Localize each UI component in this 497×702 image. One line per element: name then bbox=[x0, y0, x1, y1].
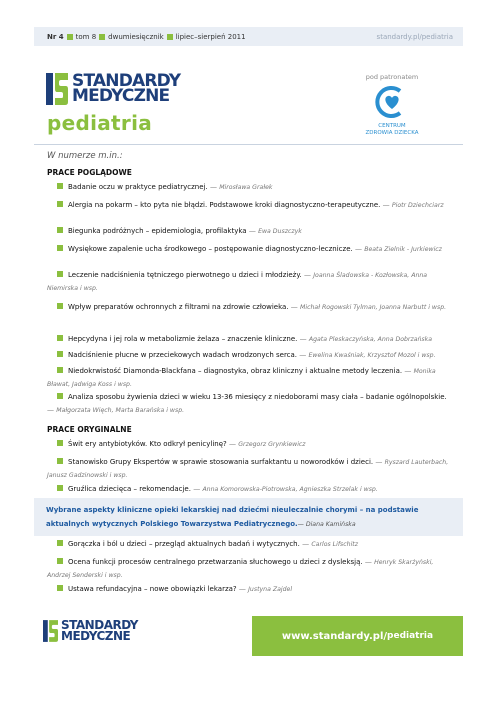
list-item[interactable]: Leczenie nadciśnienia tętniczego pierwotnego u dzieci i młodzieży. — Joanna Śladowska - Kozłowska, Anna Niemirska i wsp. bbox=[47, 271, 428, 292]
bullet-square-icon bbox=[57, 335, 63, 341]
bullet-square-icon bbox=[57, 585, 63, 591]
list-item[interactable]: Biegunka podróżnych – epidemiologia, profilaktyka — Ewa Duszczyk bbox=[47, 225, 453, 238]
volume: tom 8 bbox=[75, 32, 97, 41]
issue-date: lipiec–sierpień 2011 bbox=[175, 32, 246, 41]
list-item[interactable]: Gorączka i ból u dzieci – przegląd aktualnych badań i wytycznych. — Carlos Lifschitz bbox=[47, 538, 453, 551]
bullet-square-icon bbox=[57, 440, 63, 446]
list-item[interactable]: Świt ery antybiotyków. Kto odkrył penicylinę? — Grzegorz Grynkiewicz bbox=[47, 438, 453, 451]
logo-mark-icon bbox=[46, 73, 68, 105]
bullet-square-icon bbox=[57, 540, 63, 546]
journal-title: pediatria bbox=[47, 111, 153, 135]
list-item[interactable]: Badanie oczu w praktyce pediatrycznej. — Mirosława Grałek bbox=[47, 181, 453, 194]
list-item[interactable]: Ustawa refundacyjna – nowe obowiązki lekarza? — Justyna Zajdel bbox=[47, 583, 453, 596]
header-bar bbox=[34, 27, 463, 46]
patron-block bbox=[352, 73, 432, 137]
patron-name-line1: CENTRUM bbox=[378, 123, 406, 129]
footer-logo-text-standardy: STANDARDY bbox=[61, 618, 138, 632]
divider bbox=[34, 144, 463, 145]
frequency: dwumiesięcznik bbox=[108, 32, 164, 41]
patron-label: pod patronatem bbox=[365, 73, 419, 81]
bullet-square-icon bbox=[57, 351, 63, 357]
issue-number: Nr 4 bbox=[47, 32, 64, 41]
bullet-square-icon bbox=[99, 34, 105, 40]
logo-mark-icon bbox=[43, 620, 58, 642]
bullet-square-icon bbox=[57, 245, 63, 251]
bullet-square-icon bbox=[57, 201, 63, 207]
list-item[interactable]: Wysiękowe zapalenie ucha środkowego – postępowanie diagnostyczno-lecznicze. — Beata Zielnik - Jurkiewicz bbox=[47, 243, 453, 256]
czd-heart-logo-icon bbox=[372, 85, 412, 119]
bullet-square-icon bbox=[67, 34, 73, 40]
list-item[interactable]: Nadciśnienie płucne w przeciekowych wadach wrodzonych serca. — Ewelina Kwaśniak, Krzysztof Mozol i wsp. bbox=[47, 349, 453, 362]
section-title-review: PRACE POGLĄDOWE bbox=[47, 168, 132, 177]
footer-logo bbox=[43, 620, 138, 642]
bullet-square-icon bbox=[57, 458, 63, 464]
patron-name-line2: ZDROWIA DZIECKA bbox=[365, 130, 419, 136]
bullet-square-icon bbox=[57, 393, 63, 399]
highlight-article[interactable]: Wybrane aspekty kliniczne opieki lekarskiej nad dziećmi nieuleczalnie chorymi – na podstawie aktualnych wytycznych Polskiego Towarzystwa Pediatrycznego.— Diana Kamińska bbox=[34, 498, 463, 536]
logo-text-standardy: STANDARDY bbox=[72, 71, 181, 91]
list-item[interactable]: Analiza sposobu żywienia dzieci w wieku 13-36 miesięcy z niedoborami masy ciała – badanie ogólnopolskie. — Małgorzata Więch, Marta Barańska i wsp. bbox=[47, 393, 447, 414]
footer-url-link[interactable] bbox=[252, 616, 463, 656]
bullet-square-icon bbox=[57, 367, 63, 373]
bullet-square-icon bbox=[57, 271, 63, 277]
list-item[interactable]: Ocena funkcji procesów centralnego przetwarzania słuchowego u dzieci z dysleksją. — Henryk Skarżyński, Andrzej Senderski i wsp. bbox=[47, 558, 434, 579]
bullet-square-icon bbox=[57, 303, 63, 309]
bullet-square-icon bbox=[57, 558, 63, 564]
bullet-square-icon bbox=[57, 485, 63, 491]
bullet-square-icon bbox=[57, 183, 63, 189]
header-url-link[interactable]: standardy.pl/pediatria bbox=[376, 32, 453, 41]
list-item[interactable]: Wpływ preparatów ochronnych z filtrami na zdrowie człowieka. — Michał Rogowski Tylman, Joanna Narbutt i wsp. bbox=[47, 301, 453, 314]
brand-logo bbox=[46, 73, 180, 105]
highlight-authors: Diana Kamińska bbox=[305, 521, 356, 528]
list-item[interactable]: Stanowisko Grupy Ekspertów w sprawie stosowania surfaktantu u noworodków i dzieci. — Ryszard Lauterbach, Janusz Gadzinowski i wsp. bbox=[47, 458, 449, 479]
footer-logo-text-medyczne: MEDYCZNE bbox=[61, 629, 131, 643]
footer-url-sub: pediatria bbox=[387, 631, 434, 641]
logo-text-medyczne: MEDYCZNE bbox=[72, 86, 170, 106]
list-item[interactable]: Niedokrwistość Diamonda-Blackfana – diagnostyka, obraz kliniczny i aktualne metody leczenia. — Monika Bławat, Jadwiga Koss i wsp. bbox=[47, 367, 436, 388]
footer-url-main: www.standardy.pl/ bbox=[281, 630, 388, 642]
intro-text: W numerze m.in.: bbox=[47, 151, 123, 161]
bullet-square-icon bbox=[57, 227, 63, 233]
list-item[interactable]: Hepcydyna i jej rola w metabolizmie żelaza – znaczenie kliniczne. — Agata Pleskaczyńska, Anna Dobrzańska bbox=[47, 333, 453, 346]
list-item[interactable]: Alergia na pokarm – kto pyta nie błądzi. Podstawowe kroki diagnostyczno-terapeutyczne. — Piotr Dziechciarz bbox=[47, 199, 453, 212]
list-item[interactable]: Gruźlica dziecięca – rekomendacje. — Anna Komorowska-Piotrowska, Agnieszka Strzelak i wsp. bbox=[47, 483, 453, 496]
bullet-square-icon bbox=[167, 34, 173, 40]
section-title-original: PRACE ORYGINALNE bbox=[47, 425, 132, 434]
highlight-title: Wybrane aspekty kliniczne opieki lekarskiej nad dziećmi nieuleczalnie chorymi – na podstawie aktualnych wytycznych Polskiego Towarzystwa Pediatrycznego. bbox=[46, 506, 419, 528]
